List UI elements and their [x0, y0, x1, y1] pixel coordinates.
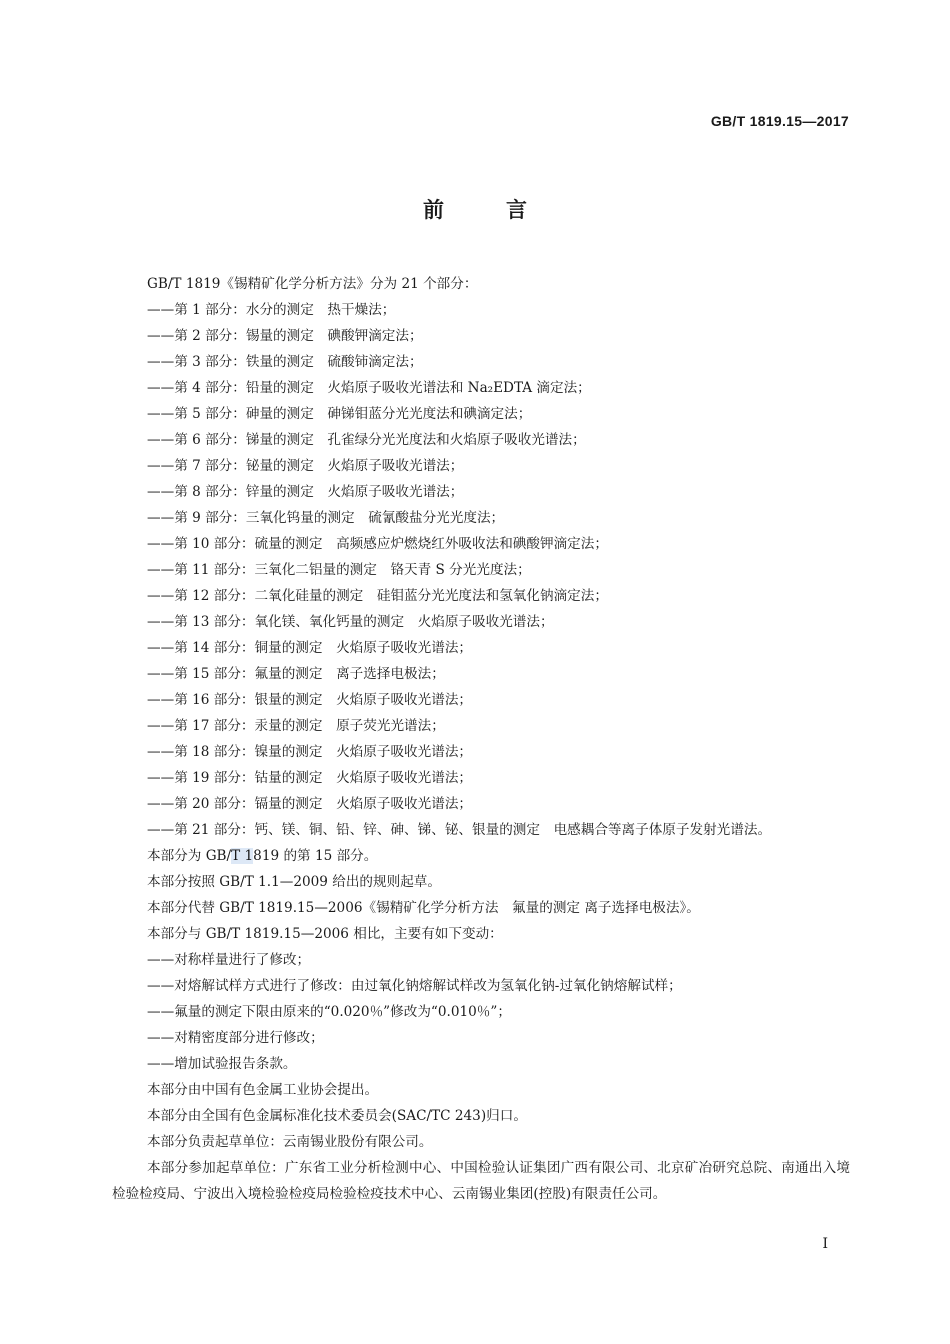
this-part-pre: 本部分为 GB/	[147, 848, 232, 864]
list-item: ——第 3 部分：铁量的测定 硫酸铈滴定法；	[147, 354, 423, 370]
list-item: ——第 8 部分：锌量的测定 火焰原子吸收光谱法；	[147, 484, 464, 500]
list-item: ——氟量的测定下限由原来的“0.020％”修改为“0.010％”；	[147, 1004, 511, 1020]
this-part-post: 819 的第 15 部分。	[253, 848, 378, 864]
list-item: ——第 11 部分：三氧化二铝量的测定 铬天青 S 分光光度法；	[147, 562, 531, 578]
list-item: ——第 10 部分：硫量的测定 高频感应炉燃烧红外吸收法和碘酸钾滴定法；	[147, 536, 608, 552]
text-highlight: T 1	[231, 848, 254, 864]
list-item: ——第 1 部分：水分的测定 热干燥法；	[147, 302, 396, 318]
standard-code: GB/T 1819.15—2017	[710, 113, 849, 129]
parts-list	[112, 297, 850, 843]
list-item: ——第 4 部分：铅量的测定 火焰原子吸收光谱法和 Na₂EDTA 滴定法；	[147, 380, 591, 396]
list-item: ——第 2 部分：锡量的测定 碘酸钾滴定法；	[147, 328, 423, 344]
list-item: ——增加试验报告条款。	[147, 1056, 297, 1072]
list-item: ——第 20 部分：镉量的测定 火焰原子吸收光谱法；	[147, 796, 473, 812]
proposed-by-line: 本部分由中国有色金属工业协会提出。	[147, 1082, 379, 1098]
list-item: ——第 18 部分：镍量的测定 火焰原子吸收光谱法；	[147, 744, 473, 760]
document-body	[112, 271, 850, 1207]
changes-list	[112, 947, 850, 1077]
replaces-line: 本部分代替 GB/T 1819.15—2006《锡精矿化学分析方法 氟量的测定 离子选择电极法》。	[147, 900, 700, 916]
list-item: ——第 21 部分：钙、镁、铜、铅、锌、砷、锑、铋、银量的测定 电感耦合等离子体原子发射光谱法。	[147, 822, 772, 838]
list-item: ——对称样量进行了修改；	[147, 952, 311, 968]
list-item: ——第 6 部分：锑量的测定 孔雀绿分光光度法和火焰原子吸收光谱法；	[147, 432, 586, 448]
page-number: I	[822, 1236, 828, 1252]
list-item: ——第 16 部分：银量的测定 火焰原子吸收光谱法；	[147, 692, 473, 708]
page-title: 前言	[423, 198, 589, 222]
list-item: ——第 13 部分：氧化镁、氧化钙量的测定 火焰原子吸收光谱法；	[147, 614, 554, 630]
list-item: ——第 19 部分：钴量的测定 火焰原子吸收光谱法；	[147, 770, 473, 786]
participants-paragraph: 本部分参加起草单位：广东省工业分析检测中心、中国检验认证集团广西有限公司、北京矿冶研究总院、南通出入境检验检疫局、宁波出入境检验检疫局检验检疫技术中心、云南锡业集团(控股)有限责任公司。	[112, 1160, 850, 1202]
list-item: ——第 14 部分：铜量的测定 火焰原子吸收光谱法；	[147, 640, 473, 656]
list-item: ——第 17 部分：汞量的测定 原子荧光光谱法；	[147, 718, 445, 734]
list-item: ——第 7 部分：铋量的测定 火焰原子吸收光谱法；	[147, 458, 464, 474]
centralized-by-line: 本部分由全国有色金属标准化技术委员会(SAC/TC 243)归口。	[147, 1108, 527, 1124]
changes-intro-line: 本部分与 GB/T 1819.15—2006 相比，主要有如下变动：	[147, 926, 503, 942]
list-item: ——第 9 部分：三氧化钨量的测定 硫氰酸盐分光光度法；	[147, 510, 505, 526]
list-item: ——第 5 部分：砷量的测定 砷锑钼蓝分光光度法和碘滴定法；	[147, 406, 532, 422]
this-part-line	[112, 843, 850, 869]
chief-drafter-line: 本部分负责起草单位：云南锡业股份有限公司。	[147, 1134, 433, 1150]
drafting-rules-line: 本部分按照 GB/T 1.1—2009 给出的规则起草。	[147, 874, 441, 890]
list-item: ——对熔解试样方式进行了修改：由过氧化钠熔解试样改为氢氧化钠-过氧化钠熔解试样；	[147, 978, 682, 994]
intro-line: GB/T 1819《锡精矿化学分析方法》分为 21 个部分：	[147, 276, 478, 292]
list-item: ——第 15 部分：氟量的测定 离子选择电极法；	[147, 666, 445, 682]
list-item: ——对精密度部分进行修改；	[147, 1030, 324, 1046]
list-item: ——第 12 部分：二氧化硅量的测定 硅钼蓝分光光度法和氢氧化钠滴定法；	[147, 588, 608, 604]
